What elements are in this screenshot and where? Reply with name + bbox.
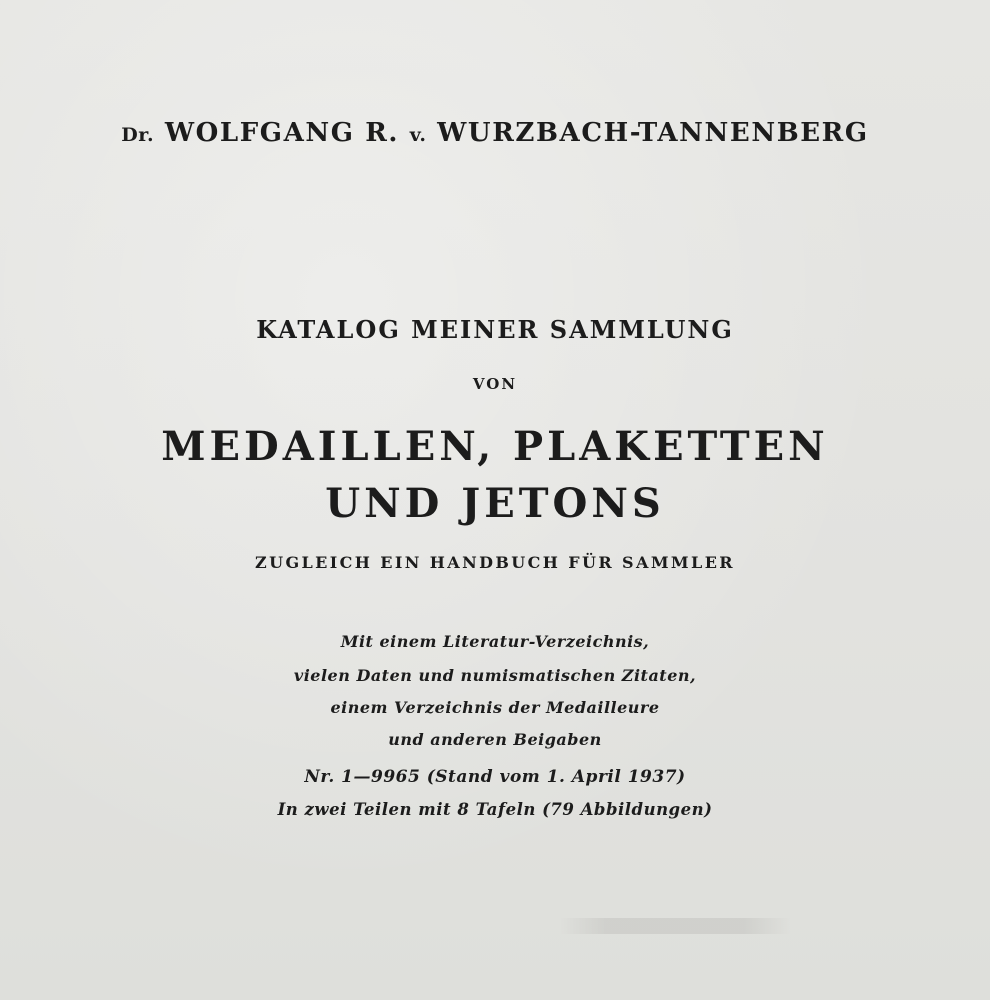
author-name-first: WOLFGANG R.	[164, 118, 400, 148]
subtitle: ZUGLEICH EIN HANDBUCH FÜR SAMMLER	[255, 553, 735, 572]
show-through-mark	[560, 918, 790, 934]
main-title-line-1: MEDAILLEN, PLAKETTEN	[161, 423, 829, 470]
detail-line-4: und anderen Beigaben	[388, 730, 602, 749]
von-connector: VON	[472, 375, 518, 393]
detail-line-3: einem Verzeichnis der Medailleure	[330, 698, 660, 717]
author-name-last: WURZBACH-TANNENBERG	[437, 118, 869, 148]
catalog-heading: KATALOG MEINER SAMMLUNG	[256, 315, 734, 344]
catalog-range-line: Nr. 1—9965 (Stand vom 1. April 1937)	[304, 767, 686, 787]
author-particle: v.	[409, 124, 427, 146]
volumes-plates-line: In zwei Teilen mit 8 Tafeln (79 Abbildungen)	[277, 800, 713, 819]
author-prefix: Dr.	[121, 124, 155, 146]
author-line	[0, 118, 990, 148]
detail-line-2: vielen Daten und numismatischen Zitaten,	[293, 666, 697, 685]
main-title-line-2: UND JETONS	[325, 480, 665, 527]
detail-line-1: Mit einem Literatur-Verzeichnis,	[340, 632, 650, 651]
